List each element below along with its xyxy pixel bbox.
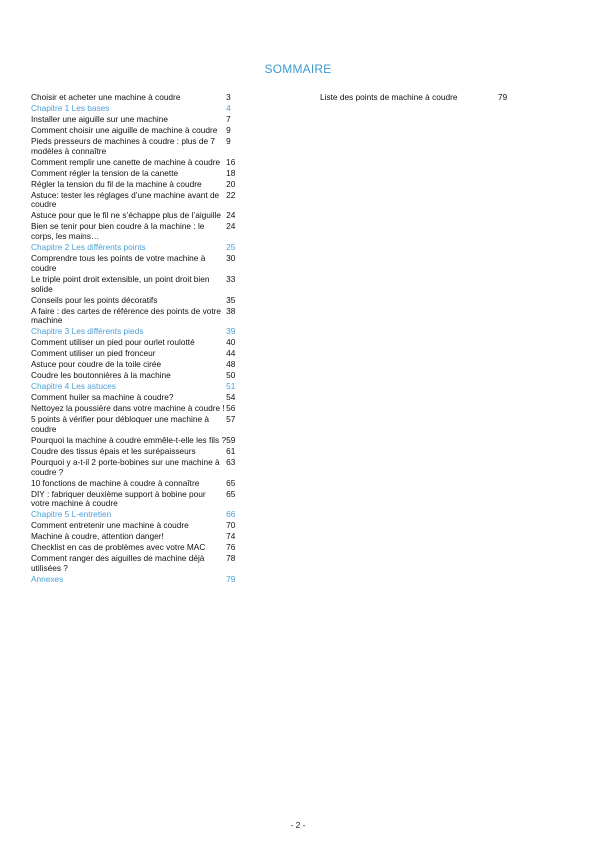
- toc-entry-page: 35: [226, 294, 236, 305]
- toc-entry[interactable]: [31, 490, 246, 509]
- toc-entry-title: Comprendre tous les points de votre machine à coudre: [31, 253, 206, 273]
- toc-entry-page: 59: [226, 434, 236, 445]
- toc-entry[interactable]: [31, 307, 246, 326]
- toc-entry-title: Coudre les boutonnières à la machine: [31, 370, 171, 381]
- toc-entry-title: Installer une aiguille sur une machine: [31, 114, 168, 124]
- toc-entry-page: 61: [226, 445, 236, 456]
- toc-entry-page: 18: [226, 167, 236, 178]
- toc-entry-page: 56: [226, 403, 236, 414]
- toc-entry-page: 7: [226, 114, 231, 124]
- page-number: - 2 -: [290, 820, 306, 830]
- toc-entry[interactable]: [31, 275, 246, 294]
- toc-entry-title: Annexes: [31, 574, 64, 585]
- toc-entry-page: 9: [226, 125, 231, 135]
- toc-entry-page: 39: [226, 326, 236, 337]
- toc-entry-page: 79: [226, 574, 236, 585]
- toc-entry-title: Chapitre 2 Les différents points: [31, 242, 146, 253]
- toc-entry-title: A faire : des cartes de référence des points de votre machine: [31, 305, 222, 326]
- toc-entry-title: Coudre des tissus épais et les surépaisseurs: [31, 445, 196, 456]
- toc-entry[interactable]: [31, 479, 246, 489]
- toc-entry-page: 30: [226, 253, 236, 264]
- toc-entry-title: Comment remplir une canette de machine à coudre: [31, 156, 221, 167]
- toc-entry-page: 48: [226, 359, 236, 370]
- toc-entry-page: 20: [226, 178, 236, 189]
- toc-entry[interactable]: [31, 126, 246, 136]
- toc-entry-page: 4: [226, 103, 231, 113]
- toc-entry-title: Conseils pour les points décoratifs: [31, 294, 158, 305]
- toc-entry[interactable]: [31, 349, 246, 359]
- toc-entry[interactable]: [31, 554, 246, 573]
- toc-entry[interactable]: [31, 521, 246, 531]
- toc-entry-page: 38: [226, 305, 236, 316]
- toc-entry[interactable]: [31, 169, 246, 179]
- toc-entry-page: 76: [226, 542, 236, 553]
- toc-entry-page: 63: [226, 456, 236, 467]
- toc-entry-page: 65: [226, 488, 236, 499]
- toc-chapter-heading[interactable]: [31, 382, 246, 392]
- toc-chapter-heading[interactable]: [31, 104, 246, 114]
- toc-entry-page: 50: [226, 370, 236, 381]
- toc-entry[interactable]: [31, 532, 246, 542]
- toc-chapter-heading[interactable]: [31, 575, 246, 585]
- toc-entry-page: 65: [226, 477, 236, 488]
- toc-entry-page: 78: [226, 553, 236, 564]
- toc-entry-title: Nettoyez la poussière dans votre machine à coudre !: [31, 403, 225, 414]
- toc-right-column: [320, 93, 540, 104]
- toc-entry-page: 54: [226, 392, 236, 403]
- toc-entry[interactable]: [31, 115, 246, 125]
- toc-entry-page: 44: [226, 348, 236, 359]
- toc-entry-page: 22: [226, 189, 236, 200]
- toc-entry-title: Comment ranger des aiguilles de machine déjà utilisées ?: [31, 553, 205, 574]
- toc-entry-title: Checklist en cas de problèmes avec votre MAC: [31, 542, 206, 553]
- toc-entry[interactable]: [31, 415, 246, 434]
- toc-entry[interactable]: [31, 338, 246, 348]
- toc-entry-title: Pourquoi la machine à coudre emmêle-t-elle les fils ?: [31, 434, 227, 445]
- toc-left-column: [31, 93, 246, 586]
- toc-entry[interactable]: [31, 371, 246, 381]
- page-title: SOMMAIRE: [264, 62, 332, 76]
- toc-entry[interactable]: [31, 447, 246, 457]
- toc-entry-title: DIY : fabriquer deuxième support à bobine pour votre machine à coudre: [31, 488, 206, 509]
- toc-entry-title: Bien se tenir pour bien coudre à la machine : le corps, les mains…: [31, 221, 205, 242]
- toc-entry-page: 24: [226, 210, 236, 221]
- toc-entry-title: Comment régler la tension de la canette: [31, 167, 179, 178]
- toc-entry-title: Comment huiler sa machine à coudre?: [31, 392, 174, 403]
- toc-entry-page: 79: [498, 92, 508, 102]
- toc-entry-title: Le triple point droit extensible, un point droit bien solide: [31, 273, 210, 294]
- toc-entry-page: 57: [226, 414, 236, 425]
- toc-entry[interactable]: [31, 211, 246, 221]
- toc-entry-title: Chapitre 5 L-entretien: [31, 509, 112, 520]
- toc-entry-page: 74: [226, 531, 236, 542]
- toc-entry-page: 25: [226, 242, 236, 253]
- toc-entry[interactable]: [31, 404, 246, 414]
- toc-entry-title: Comment utiliser un pied fronceur: [31, 348, 156, 359]
- toc-entry-title: Choisir et acheter une machine à coudre: [31, 92, 181, 102]
- toc-entry-title: Liste des points de machine à coudre: [320, 92, 458, 102]
- toc-entry-page: 66: [226, 509, 236, 520]
- toc-entry-page: 16: [226, 156, 236, 167]
- toc-entry-title: Chapitre 3 Les différents pieds: [31, 326, 144, 337]
- toc-entry[interactable]: [31, 458, 246, 477]
- toc-entry-title: Chapitre 1 Les bases: [31, 103, 110, 113]
- toc-entry-page: 70: [226, 520, 236, 531]
- toc-entry-title: Chapitre 4 Les astuces: [31, 381, 116, 392]
- toc-entry-page: 40: [226, 337, 236, 348]
- toc-entry-page: 51: [226, 381, 236, 392]
- toc-chapter-heading[interactable]: [31, 243, 246, 253]
- toc-entry-page: 24: [226, 221, 236, 232]
- toc-entry[interactable]: [31, 191, 246, 210]
- toc-chapter-heading[interactable]: [31, 327, 246, 337]
- toc-entry[interactable]: [31, 436, 246, 446]
- toc-entry-title: Pourquoi y a-t-il 2 porte-bobines sur une machine à coudre ?: [31, 456, 220, 477]
- toc-entry[interactable]: [31, 296, 246, 306]
- toc-entry-title: Comment entretenir une machine à coudre: [31, 520, 189, 531]
- toc-entry[interactable]: [31, 137, 246, 156]
- toc-entry[interactable]: [31, 222, 246, 241]
- toc-entry-title: Astuce: tester les réglages d’une machine avant de coudre: [31, 189, 220, 210]
- toc-entry-title: Comment choisir une aiguille de machine à coudre: [31, 125, 218, 135]
- toc-entry-title: Pieds presseurs de machines à coudre : plus de 7 modèles à connaître: [31, 136, 216, 156]
- toc-entry-title: Machine à coudre, attention danger!: [31, 531, 164, 542]
- toc-entry-title: Astuce pour coudre de la toile cirée: [31, 359, 162, 370]
- toc-entry[interactable]: [31, 93, 246, 103]
- toc-entry-title: Comment utiliser un pied pour ourlet roulotté: [31, 337, 195, 348]
- toc-entry[interactable]: [31, 393, 246, 403]
- toc-entry[interactable]: [31, 158, 246, 168]
- toc-entry-page: 3: [226, 92, 231, 102]
- toc-entry-title: Régler la tension du fil de la machine à coudre: [31, 178, 202, 189]
- toc-entry-page: 9: [226, 136, 231, 146]
- toc-chapter-heading[interactable]: [31, 510, 246, 520]
- toc-entry-title: Astuce pour que le fil ne s’échappe plus de l’aiguille: [31, 210, 222, 221]
- toc-entry-page: 33: [226, 273, 236, 284]
- toc-entry[interactable]: [320, 93, 540, 103]
- toc-entry[interactable]: [31, 180, 246, 190]
- toc-entry-title: 10 fonctions de machine à coudre à connaître: [31, 477, 200, 488]
- toc-entry[interactable]: [31, 254, 246, 273]
- toc-entry-title: 5 points à vérifier pour débloquer une machine à coudre: [31, 414, 210, 434]
- toc-entry[interactable]: [31, 360, 246, 370]
- toc-entry[interactable]: [31, 543, 246, 553]
